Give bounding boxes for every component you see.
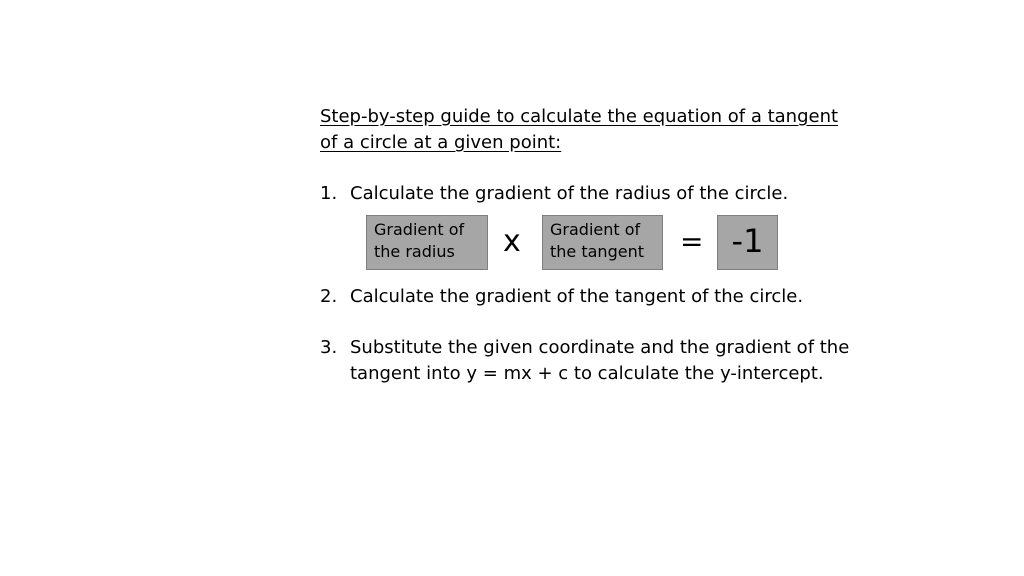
step-2-number: 2. (320, 286, 338, 307)
step-3 (320, 335, 850, 387)
gradient-of-radius-line-2: the radius (374, 242, 455, 261)
gradient-of-tangent-line-1: Gradient of (550, 220, 641, 239)
step-2 (320, 284, 880, 310)
gradient-of-tangent-line-2: the tangent (550, 242, 644, 261)
equals-symbol: = (680, 225, 704, 258)
gradient-of-radius-box (366, 215, 488, 270)
step-3-number: 3. (320, 337, 338, 358)
gradient-of-radius-line-1: Gradient of (374, 220, 465, 239)
step-2-text: Calculate the gradient of the tangent of the circle. (350, 286, 804, 307)
gradient-of-tangent-box (542, 215, 663, 270)
result-box: -1 (717, 215, 778, 270)
step-1 (320, 181, 880, 207)
step-3-text: Substitute the given coordinate and the gradient of the tangent into y = mx + c to calculate the y-intercept. (350, 337, 850, 384)
guide-title: Step-by-step guide to calculate the equation of a tangent of a circle at a given point: (320, 106, 839, 153)
step-1-text: Calculate the gradient of the radius of the circle. (350, 183, 789, 204)
multiply-symbol: x (503, 224, 521, 259)
step-1-number: 1. (320, 183, 338, 204)
